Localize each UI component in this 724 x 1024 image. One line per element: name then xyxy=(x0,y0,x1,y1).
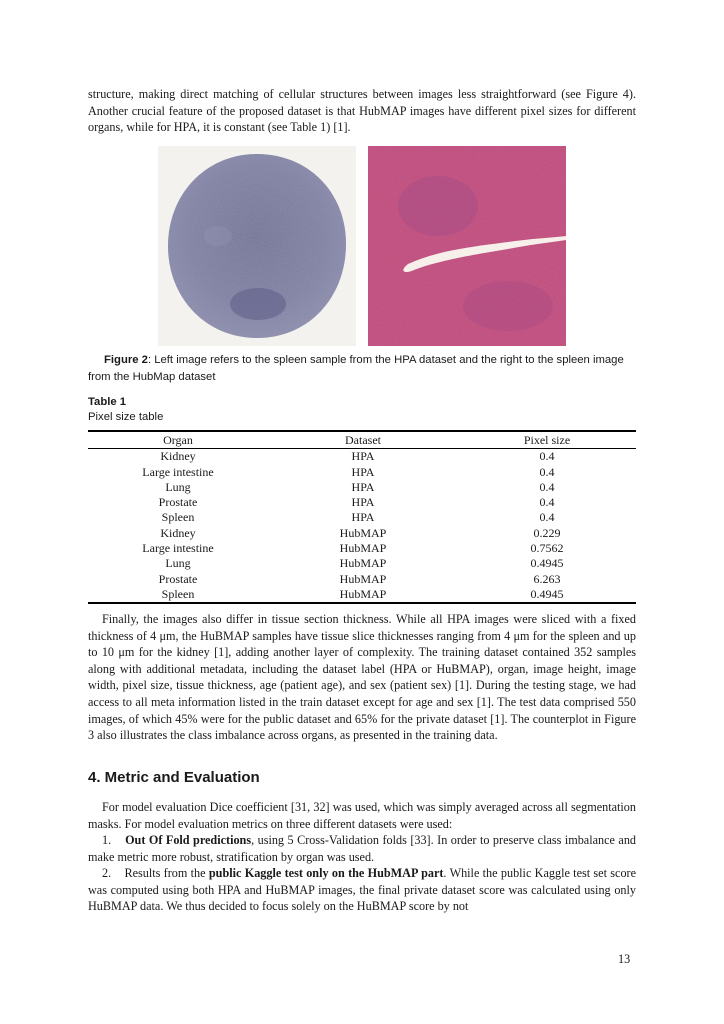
list-item-prefix: Results from the xyxy=(124,866,209,880)
pixel-size-cell: 0.4 xyxy=(539,510,555,525)
pixel-size-cell: 0.4945 xyxy=(458,587,636,603)
pixel-size-cell: 0.7562 xyxy=(530,541,564,556)
table-label: Table 1 xyxy=(88,396,127,408)
section-heading: 4. Metric and Evaluation xyxy=(88,769,260,786)
table-row xyxy=(88,449,636,465)
table-header-dataset: Dataset xyxy=(268,431,458,449)
table-row xyxy=(88,495,636,510)
table-header-pixel-size: Pixel size xyxy=(458,431,636,449)
pixel-size-cell: 0.4945 xyxy=(530,556,564,571)
table-row xyxy=(88,587,636,603)
organ-cell: Kidney xyxy=(160,525,196,540)
table-row xyxy=(88,541,636,556)
organ-cell: Prostate xyxy=(158,571,198,586)
figure-caption-text: : Left image refers to the spleen sample from the HPA dataset and the right to the spleen image from the HubMap dataset xyxy=(88,354,624,383)
body-paragraph: Finally, the images also differ in tissue section thickness. While all HPA images were sliced with a fixed thickness of 4 μm, the HuBMAP samples have tissue slice thicknesses ranging from 4 μm for the spleen and up to 10 μm for the kidney [1], adding another layer of complexity. The training dataset contained 352 samples along with additional metadata, including the dataset label (HPA or HuBMAP), organ, image height, image width, pixel size, tissue thickness, age (patient age), and sex (patient sex) [1]. During the testing stage, we had access to all meta information listed in the train dataset except for age and sex [1]. The test data comprised 550 images, of which 45% were for the public dataset and 65% for the private dataset [1]. The counterplot in Figure 3 also illustrates the class imbalance across organs, as presented in the training data. xyxy=(88,612,636,743)
list-item xyxy=(88,832,636,865)
pixel-size-cell: 6.263 xyxy=(533,571,561,586)
dataset-cell: HPA xyxy=(351,495,375,510)
dataset-cell: HubMAP xyxy=(268,587,458,603)
figure-caption xyxy=(88,352,648,386)
section-intro: For model evaluation Dice coefficient [31, 32] was used, which was simply averaged across all segmentation masks. For model evaluation metrics on three different datasets were used: xyxy=(88,800,636,831)
list-item xyxy=(88,865,636,915)
pixel-size-cell: 0.4 xyxy=(539,449,555,464)
organ-cell: Spleen xyxy=(88,587,268,603)
organ-cell: Prostate xyxy=(158,495,198,510)
organ-cell: Large intestine xyxy=(142,541,214,556)
organ-cell: Spleen xyxy=(161,510,195,525)
list-item-text: . While the public Kaggle test set score was computed using both HPA and HuBMAP images, the final private dataset score was calculated using only HuBMAP data. We thus decided to focus solely on the HuBMAP score by not xyxy=(88,866,637,914)
intro-paragraph: structure, making direct matching of cellular structures between images less straightforward (see Figure 4). Another crucial feature of the proposed dataset is that HubMAP images have different pixel sizes for different organs, while for HPA, it is constant (see Table 1) [1]. xyxy=(88,87,636,135)
table-row xyxy=(88,510,636,525)
figure-caption-label: Figure 2 xyxy=(104,354,148,366)
hubmap-spleen-image xyxy=(368,146,566,346)
pixel-size-cell: 0.4 xyxy=(539,495,555,510)
dataset-cell: HubMAP xyxy=(339,556,387,571)
dataset-cell: HPA xyxy=(351,449,375,464)
table-header-row xyxy=(88,431,636,449)
list-item-bold: Out Of Fold predictions xyxy=(125,833,252,847)
pixel-size-cell: 0.229 xyxy=(533,525,561,540)
organ-cell: Large intestine xyxy=(142,464,214,479)
table-row xyxy=(88,465,636,480)
list-item-bold: public Kaggle test only on the HubMAP part xyxy=(208,866,444,880)
table-title: Pixel size table xyxy=(88,411,164,423)
table-row xyxy=(88,526,636,541)
dataset-cell: HubMAP xyxy=(339,541,387,556)
organ-cell: Kidney xyxy=(160,449,196,464)
list-number: 1. xyxy=(102,833,112,847)
dataset-cell: HPA xyxy=(351,510,375,525)
organ-cell: Lung xyxy=(165,556,191,571)
pixel-size-cell: 0.4 xyxy=(539,464,555,479)
dataset-cell: HPA xyxy=(351,464,375,479)
list-number: 2. xyxy=(102,866,112,880)
list-item-text: , using 5 Cross-Validation folds [33]. In order to preserve class imbalance and make metric more robust, stratification by organ was used. xyxy=(88,833,637,864)
table-header-organ: Organ xyxy=(88,431,268,449)
page-number: 13 xyxy=(618,952,631,966)
hpa-spleen-image xyxy=(158,146,356,346)
pixel-size-table xyxy=(88,430,636,604)
organ-cell: Lung xyxy=(165,479,191,494)
table-row xyxy=(88,556,636,571)
dataset-cell: HubMAP xyxy=(339,525,387,540)
dataset-cell: HubMAP xyxy=(339,571,387,586)
table-row xyxy=(88,480,636,495)
table-row xyxy=(88,572,636,587)
pixel-size-cell: 0.4 xyxy=(539,479,555,494)
dataset-cell: HPA xyxy=(351,479,375,494)
